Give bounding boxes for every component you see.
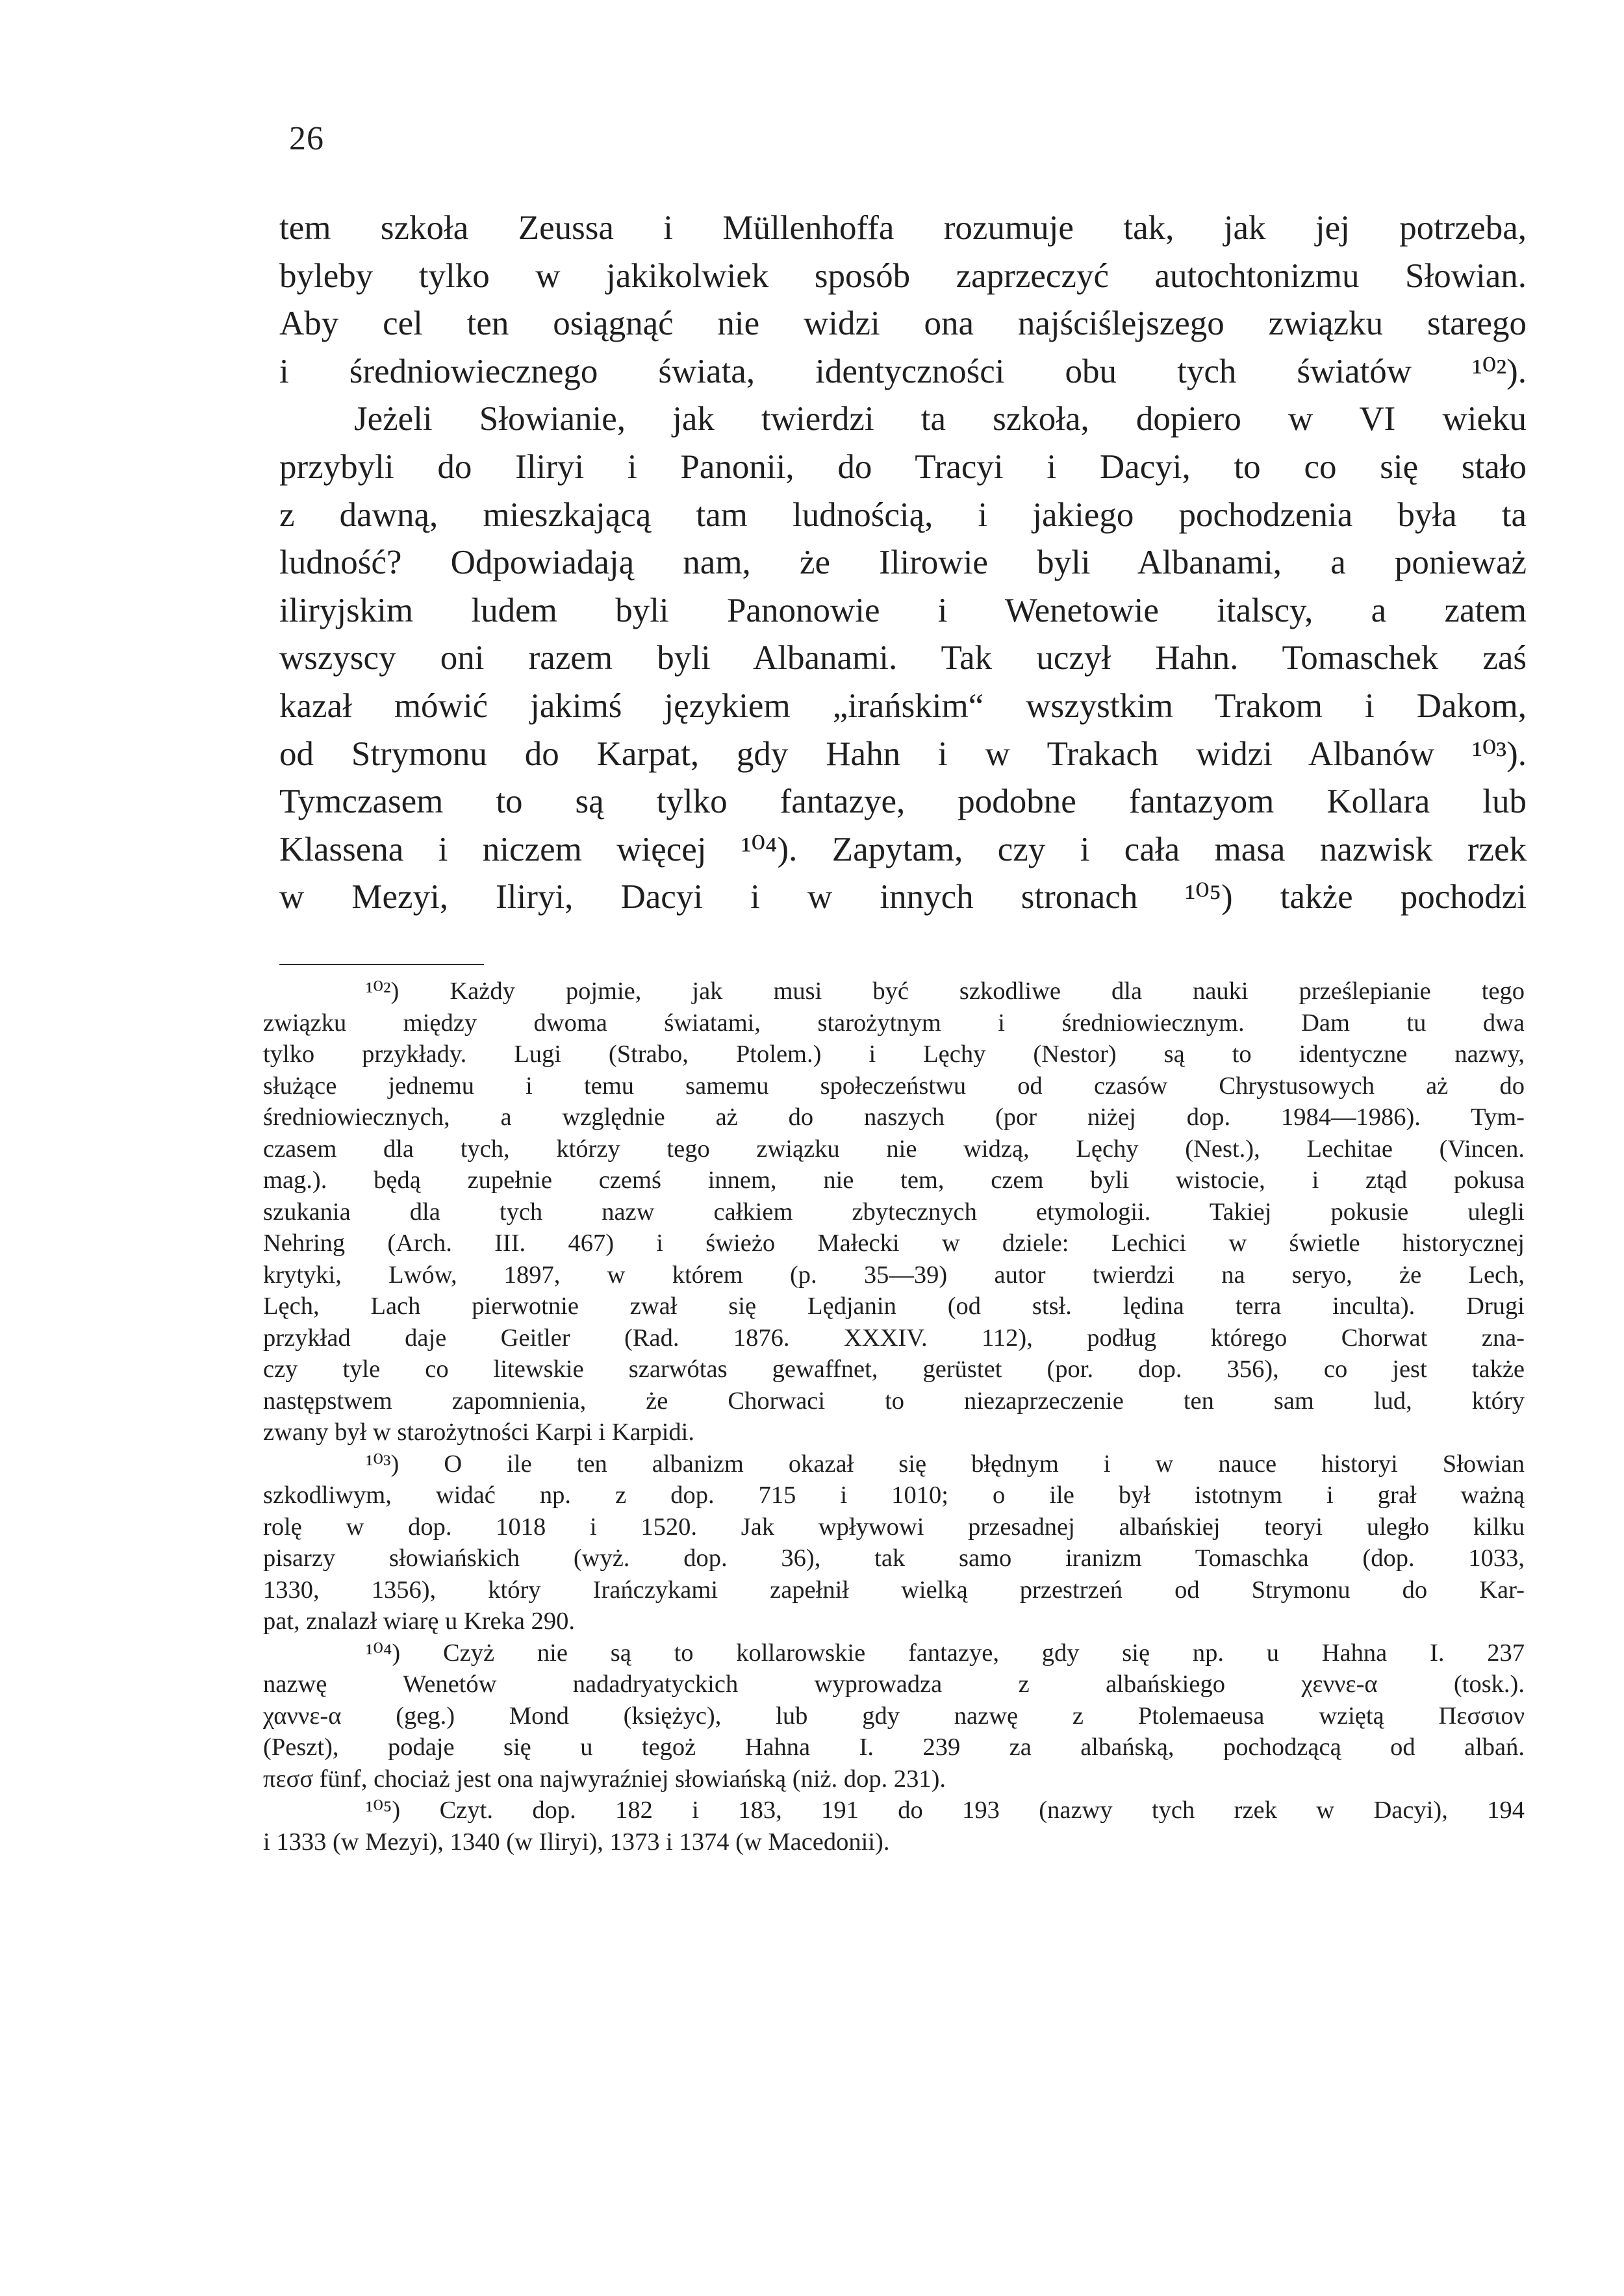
footnote-line: następstwem zapomnienia, że Chorwaci to niezaprzeczenie ten sam lud, który <box>263 1387 1525 1415</box>
main-text-line: Jeżeli Słowianie, jak twierdzi ta szkoła, dopiero w VI wieku <box>354 400 1527 438</box>
footnote-line: pat, znalazł wiarę u Kreka 290. <box>263 1608 575 1635</box>
footnote-line: średniowiecznych, a względnie aż do naszych (por niżej dop. 1984—1986). Tym- <box>263 1104 1525 1131</box>
main-text-line: i średniowiecznego świata, identyczności obu tych światów ¹⁰²). <box>279 352 1527 390</box>
footnote-line: szukania dla tych nazw całkiem zbytecznych etymologii. Takiej pokusie ulegli <box>263 1198 1525 1226</box>
main-text-line: ludność? Odpowiadają nam, że Ilirowie byli Albanami, a ponieważ <box>279 544 1527 582</box>
main-text-line: tem szkoła Zeussa i Müllenhoffa rozumuje tak, jak jej potrzeba, <box>279 209 1527 247</box>
footnote-line: tylko przykłady. Lugi (Strabo, Ptolem.) i Lęchy (Nestor) są to identyczne nazwy, <box>263 1041 1525 1068</box>
footnote-line: przykład daje Geitler (Rad. 1876. XXXIV. 112), podług którego Chorwat zna- <box>263 1324 1525 1352</box>
footnote-line: 1330, 1356), który Irańczykami zapełnił wielką przestrzeń od Strymonu do Kar- <box>263 1576 1525 1604</box>
main-text-line: Klassena i niczem więcej ¹⁰⁴). Zapytam, czy i cała masa nazwisk rzek <box>279 830 1527 868</box>
main-text-line: wszyscy oni razem byli Albanami. Tak uczył Hahn. Tomaschek zaś <box>279 639 1527 677</box>
footnote-line: ¹⁰⁴) Czyż nie są to kollarowskie fantazye, gdy się np. u Hahna I. 237 <box>366 1639 1525 1667</box>
footnote-line: mag.). będą zupełnie czemś innem, nie tem, czem byli wistocie, i ztąd pokusa <box>263 1167 1525 1194</box>
main-text-line: kazał mówić jakimś językiem „irańskim“ wszystkim Trakom i Dakom, <box>279 687 1527 725</box>
footnote-line: związku między dwoma światami, starożytnym i średniowiecznym. Dam tu dwa <box>263 1009 1525 1037</box>
footnote-line: Lęch, Lach pierwotnie zwał się Lędjanin (od stsł. lędina terra inculta). Drugi <box>263 1293 1525 1320</box>
footnote-line: ¹⁰³) O ile ten albanizm okazał się błędnym i w nauce historyi Słowian <box>366 1450 1525 1478</box>
main-text-line: Aby cel ten osiągnąć nie widzi ona najściślejszego związku starego <box>279 305 1527 343</box>
footnote-line: rolę w dop. 1018 i 1520. Jak wpływowi przesadnej albańskiej teoryi uległo kilku <box>263 1513 1525 1541</box>
main-text-line: Tymczasem to są tylko fantazye, podobne fantazyom Kollara lub <box>279 783 1527 821</box>
footnote-line: πεσσ fünf, chociaż jest ona najwyraźniej słowiańską (niż. dop. 231). <box>263 1765 946 1793</box>
footnote-line: pisarzy słowiańskich (wyż. dop. 36), tak samo iranizm Tomaschka (dop. 1033, <box>263 1545 1525 1572</box>
footnote-line: (Peszt), podaje się u tegoż Hahna I. 239 za albańską, pochodzącą od albań. <box>263 1734 1525 1761</box>
main-text-line: przybyli do Iliryi i Panonii, do Tracyi i Dacyi, to co się stało <box>279 448 1527 486</box>
footnote-line: ¹⁰⁵) Czyt. dop. 182 i 183, 191 do 193 (nazwy tych rzek w Dacyi), 194 <box>366 1797 1525 1824</box>
footnote-line: χαννε-α (geg.) Mond (księżyc), lub gdy nazwę z Ptolemaeusa wziętą Πεσσιον <box>263 1702 1525 1730</box>
main-text-line: od Strymonu do Karpat, gdy Hahn i w Trakach widzi Albanów ¹⁰³). <box>279 735 1527 773</box>
footnote-separator <box>279 964 484 965</box>
footnote-line: zwany był w starożytności Karpi i Karpidi. <box>263 1419 694 1446</box>
footnote-line: czasem dla tych, którzy tego związku nie widzą, Lęchy (Nest.), Lechitae (Vincen. <box>263 1135 1525 1163</box>
main-text-line: byleby tylko w jakikolwiek sposób zaprzeczyć autochtonizmu Słowian. <box>279 257 1527 295</box>
footnote-line: i 1333 (w Mezyi), 1340 (w Iliryi), 1373 i 1374 (w Macedonii). <box>263 1828 890 1856</box>
main-text-line: z dawną, mieszkającą tam ludnością, i jakiego pochodzenia była ta <box>279 496 1527 534</box>
footnotes-block <box>263 976 1525 1858</box>
footnote-line: krytyki, Lwów, 1897, w którem (p. 35—39) autor twierdzi na seryo, że Lech, <box>263 1261 1525 1289</box>
footnote-line: czy tyle co litewskie szarwótas gewaffnet, gerüstet (por. dop. 356), co jest także <box>263 1356 1525 1383</box>
footnote-line: służące jednemu i temu samemu społeczeństwu od czasów Chrystusowych aż do <box>263 1072 1525 1100</box>
footnote-line: nazwę Wenetów nadadryatyckich wyprowadza z albańskiego χεννε-α (tosk.). <box>263 1671 1525 1698</box>
page-number: 26 <box>289 120 324 157</box>
footnote-line: ¹⁰²) Każdy pojmie, jak musi być szkodliwe dla nauki prześlepianie tego <box>366 978 1525 1005</box>
footnote-line: Nehring (Arch. III. 467) i świeżo Małecki w dziele: Lechici w świetle historycznej <box>263 1230 1525 1257</box>
main-text-block <box>279 205 1527 922</box>
main-text-line: w Mezyi, Iliryi, Dacyi i w innych stronach ¹⁰⁵) także pochodzi <box>279 878 1527 916</box>
footnote-line: szkodliwym, widać np. z dop. 715 i 1010; o ile był istotnym i grał ważną <box>263 1482 1525 1509</box>
main-text-line: iliryjskim ludem byli Panonowie i Wenetowie italscy, a zatem <box>279 591 1527 629</box>
